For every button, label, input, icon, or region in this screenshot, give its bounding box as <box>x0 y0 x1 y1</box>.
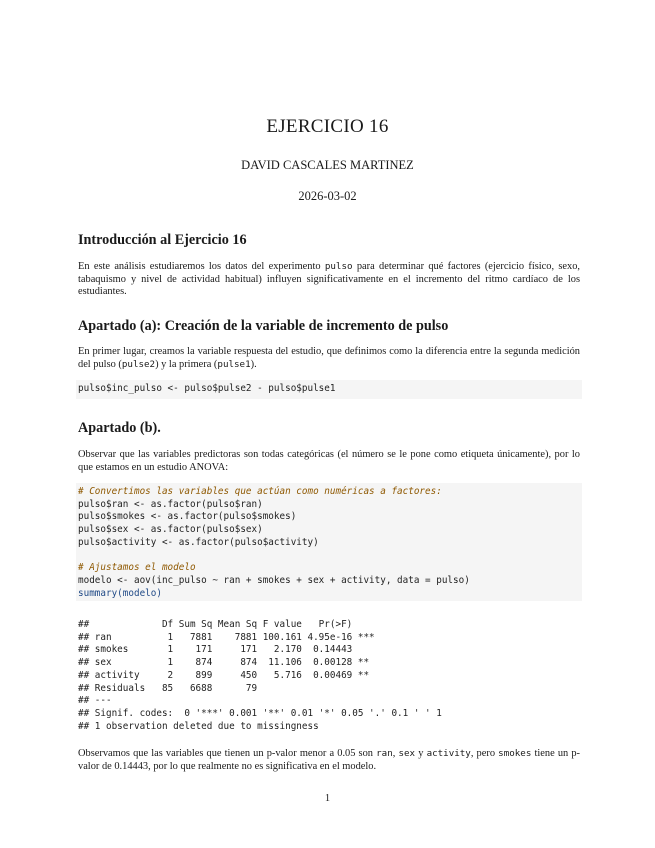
code-line-model: modelo <- aov(inc_pulso ~ ran + smokes + sex + activity, data = pulso) <box>78 574 470 586</box>
code-line-smokes: pulso$smokes <- as.factor(pulso$smokes) <box>78 511 297 523</box>
code-line-inc-pulso: pulso$inc_pulso <- pulso$pulse2 - pulso$pulse1 <box>78 383 336 394</box>
document-date: 2026-03-02 <box>298 189 357 203</box>
conclusion-text-5: tiene un p-valor de 0.14443, por lo que realmente no es significativa en el modelo. <box>78 748 580 772</box>
conclusion-text-1: Observamos que las variables que tienen un p-valor menor a 0.05 son <box>78 748 377 759</box>
code-blank-line <box>78 550 580 563</box>
intro-paragraph <box>78 261 580 299</box>
anova-output <box>78 619 442 733</box>
conclusion-text-2: , <box>392 748 399 759</box>
conclusion-code-activity: activity <box>426 748 471 759</box>
section-b-paragraph: Observar que las variables predictoras son todas categóricas (el número se le pone como etiqueta únicamente), por lo que estamos en un estudio ANOVA: <box>78 449 580 473</box>
output-line: ## Residuals 85 6688 79 <box>78 682 375 694</box>
code-comment-model: # Ajustamos el modelo <box>78 562 196 574</box>
code-line-activity: pulso$activity <- as.factor(pulso$activity) <box>78 536 319 548</box>
code-line-sex: pulso$sex <- as.factor(pulso$sex) <box>78 524 263 536</box>
page-number: 1 <box>324 793 331 804</box>
a-code-pulse1: pulse1 <box>217 358 251 370</box>
conclusion-text-4: , pero <box>470 748 499 759</box>
output-line: ## 1 observation deleted due to missingness <box>78 720 319 732</box>
code-comment-convert: # Convertimos las variables que actúan como numéricas a factores: <box>78 486 442 497</box>
section-a-paragraph <box>78 346 580 371</box>
intro-text-2: para determinar qué factores (ejercicio físico, sexo, tabaquismo y nivel de actividad habitual) influyen significativamente en el incremento del ritmo cardíaco de los estudiantes. <box>78 261 581 298</box>
conclusion-code-smokes: smokes <box>498 748 532 759</box>
output-line: ## activity 2 899 450 5.716 0.00469 ** <box>78 669 375 681</box>
output-line: ## sex 1 874 874 11.106 0.00128 ** <box>78 657 375 669</box>
code-line-ran: pulso$ran <- as.factor(pulso$ran) <box>78 498 263 510</box>
a-text-2: ) y la primera ( <box>155 358 218 370</box>
intro-code-pulso: pulso <box>324 261 353 272</box>
document-author: DAVID CASCALES MARTINEZ <box>241 158 414 172</box>
conclusion-paragraph <box>78 748 580 773</box>
output-line: ## --- <box>78 695 112 707</box>
section-heading-intro: Introducción al Ejercicio 16 <box>78 232 247 248</box>
output-line: ## Signif. codes: 0 '***' 0.001 '**' 0.01 '*' 0.05 '.' 0.1 ' ' 1 <box>78 707 442 719</box>
output-line: ## Df Sum Sq Mean Sq F value Pr(>F) <box>78 619 375 630</box>
conclusion-code-sex: sex <box>398 748 416 759</box>
intro-text-1: En este análisis estudiaremos los datos del experimento <box>78 261 325 272</box>
conclusion-text-3: y <box>415 748 427 759</box>
code-block-b <box>76 483 582 601</box>
conclusion-code-ran: ran <box>376 748 393 759</box>
a-code-pulse2: pulse2 <box>121 358 156 370</box>
code-line-summary: summary(modelo) <box>78 587 162 599</box>
output-line: ## smokes 1 171 171 2.170 0.14443 <box>78 644 375 656</box>
document-title: EJERCICIO 16 <box>266 116 389 137</box>
a-text-3: ). <box>250 358 257 370</box>
code-block-a <box>76 380 582 399</box>
a-text-1: En primer lugar, creamos la variable respuesta del estudio, que definimos como la diferencia entre la segunda medición del pulso ( <box>78 346 580 370</box>
section-heading-a: Apartado (a): Creación de la variable de incremento de pulso <box>78 318 449 334</box>
output-line: ## ran 1 7881 7881 100.161 4.95e-16 *** <box>78 631 375 643</box>
section-heading-b: Apartado (b). <box>78 420 161 436</box>
